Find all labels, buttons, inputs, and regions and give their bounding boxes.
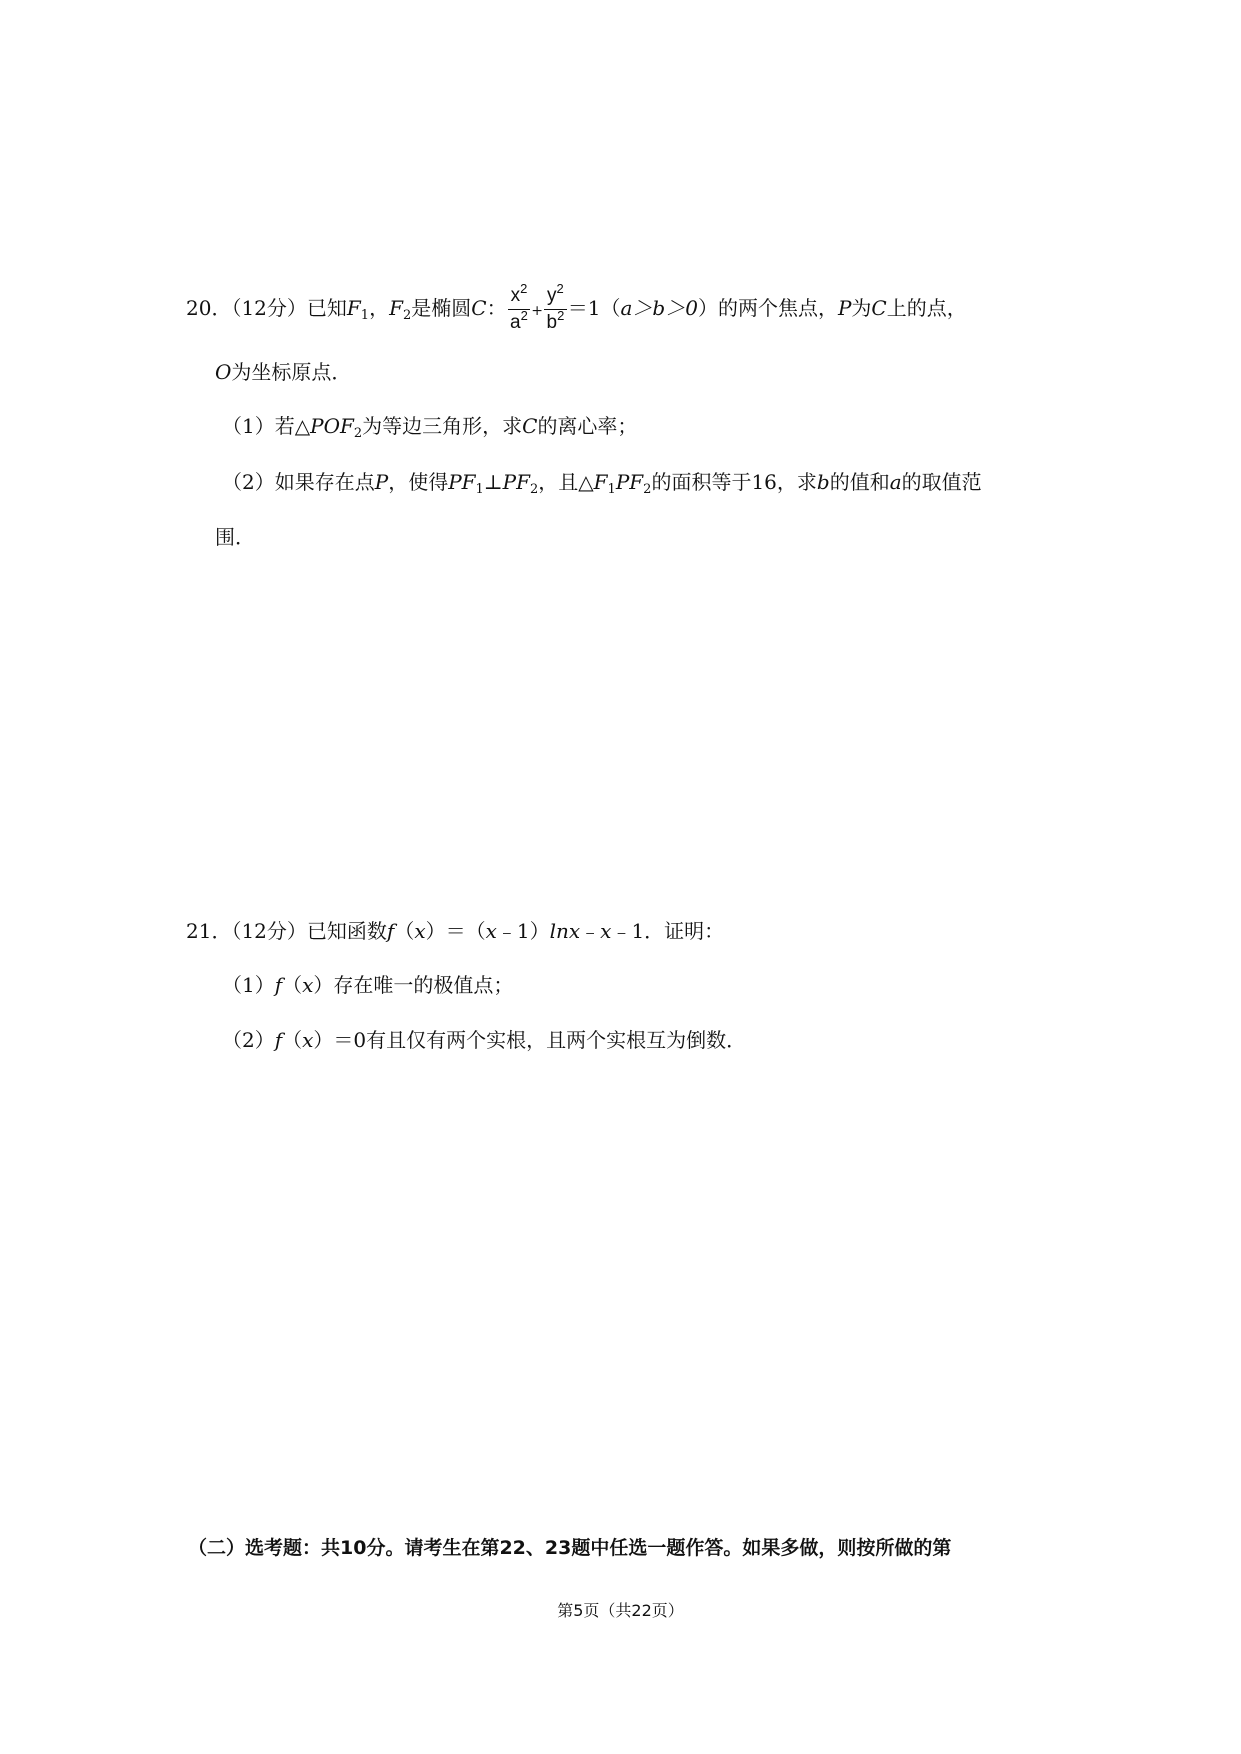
question-20-line-2: O为坐标原点．	[215, 360, 352, 384]
question-20-part-1: （1）若$\triangle POF_2$为等边三角形，求C的离心率；	[222, 414, 638, 441]
page-footer: 第5页（共22页）	[557, 1601, 684, 1620]
question-21-part-1: （1）f（x）存在唯一的极值点；	[222, 973, 514, 997]
question-21-line-1: 21．（12分）已知函数f（x）＝（x﹣1）lnx﹣x﹣1．证明：	[186, 919, 725, 943]
question-21-part-2: （2）f（x）＝0有且仅有两个实根，且两个实根互为倒数．	[222, 1028, 747, 1052]
section-heading: （二）选考题：共10分。请考生在第22、23题中任选一题作答。如果多做，则按所做的第	[188, 1537, 952, 1559]
question-20-line-1: 20．（12分）已知$F_1$，$F_2$是椭圆C： $\frac{x^2}{a^2}$ + $\frac{y^2}{b^2}$ ＝1（a＞b＞0）的两个焦点，P为C上的点，	[186, 283, 967, 336]
question-20-part-2-wrap: 围．	[215, 525, 255, 549]
question-20-part-2: （2）如果存在点P，使得$PF_1\perp PF_2$，且$\triangle F_1PF_2$的面积等于16，求b的值和a的取值范	[222, 470, 982, 497]
fraction-x2-a2: $\frac{x^2}{a^2}$	[508, 283, 531, 336]
fraction-y2-b2: $\frac{y^2}{b^2}$	[544, 283, 567, 336]
